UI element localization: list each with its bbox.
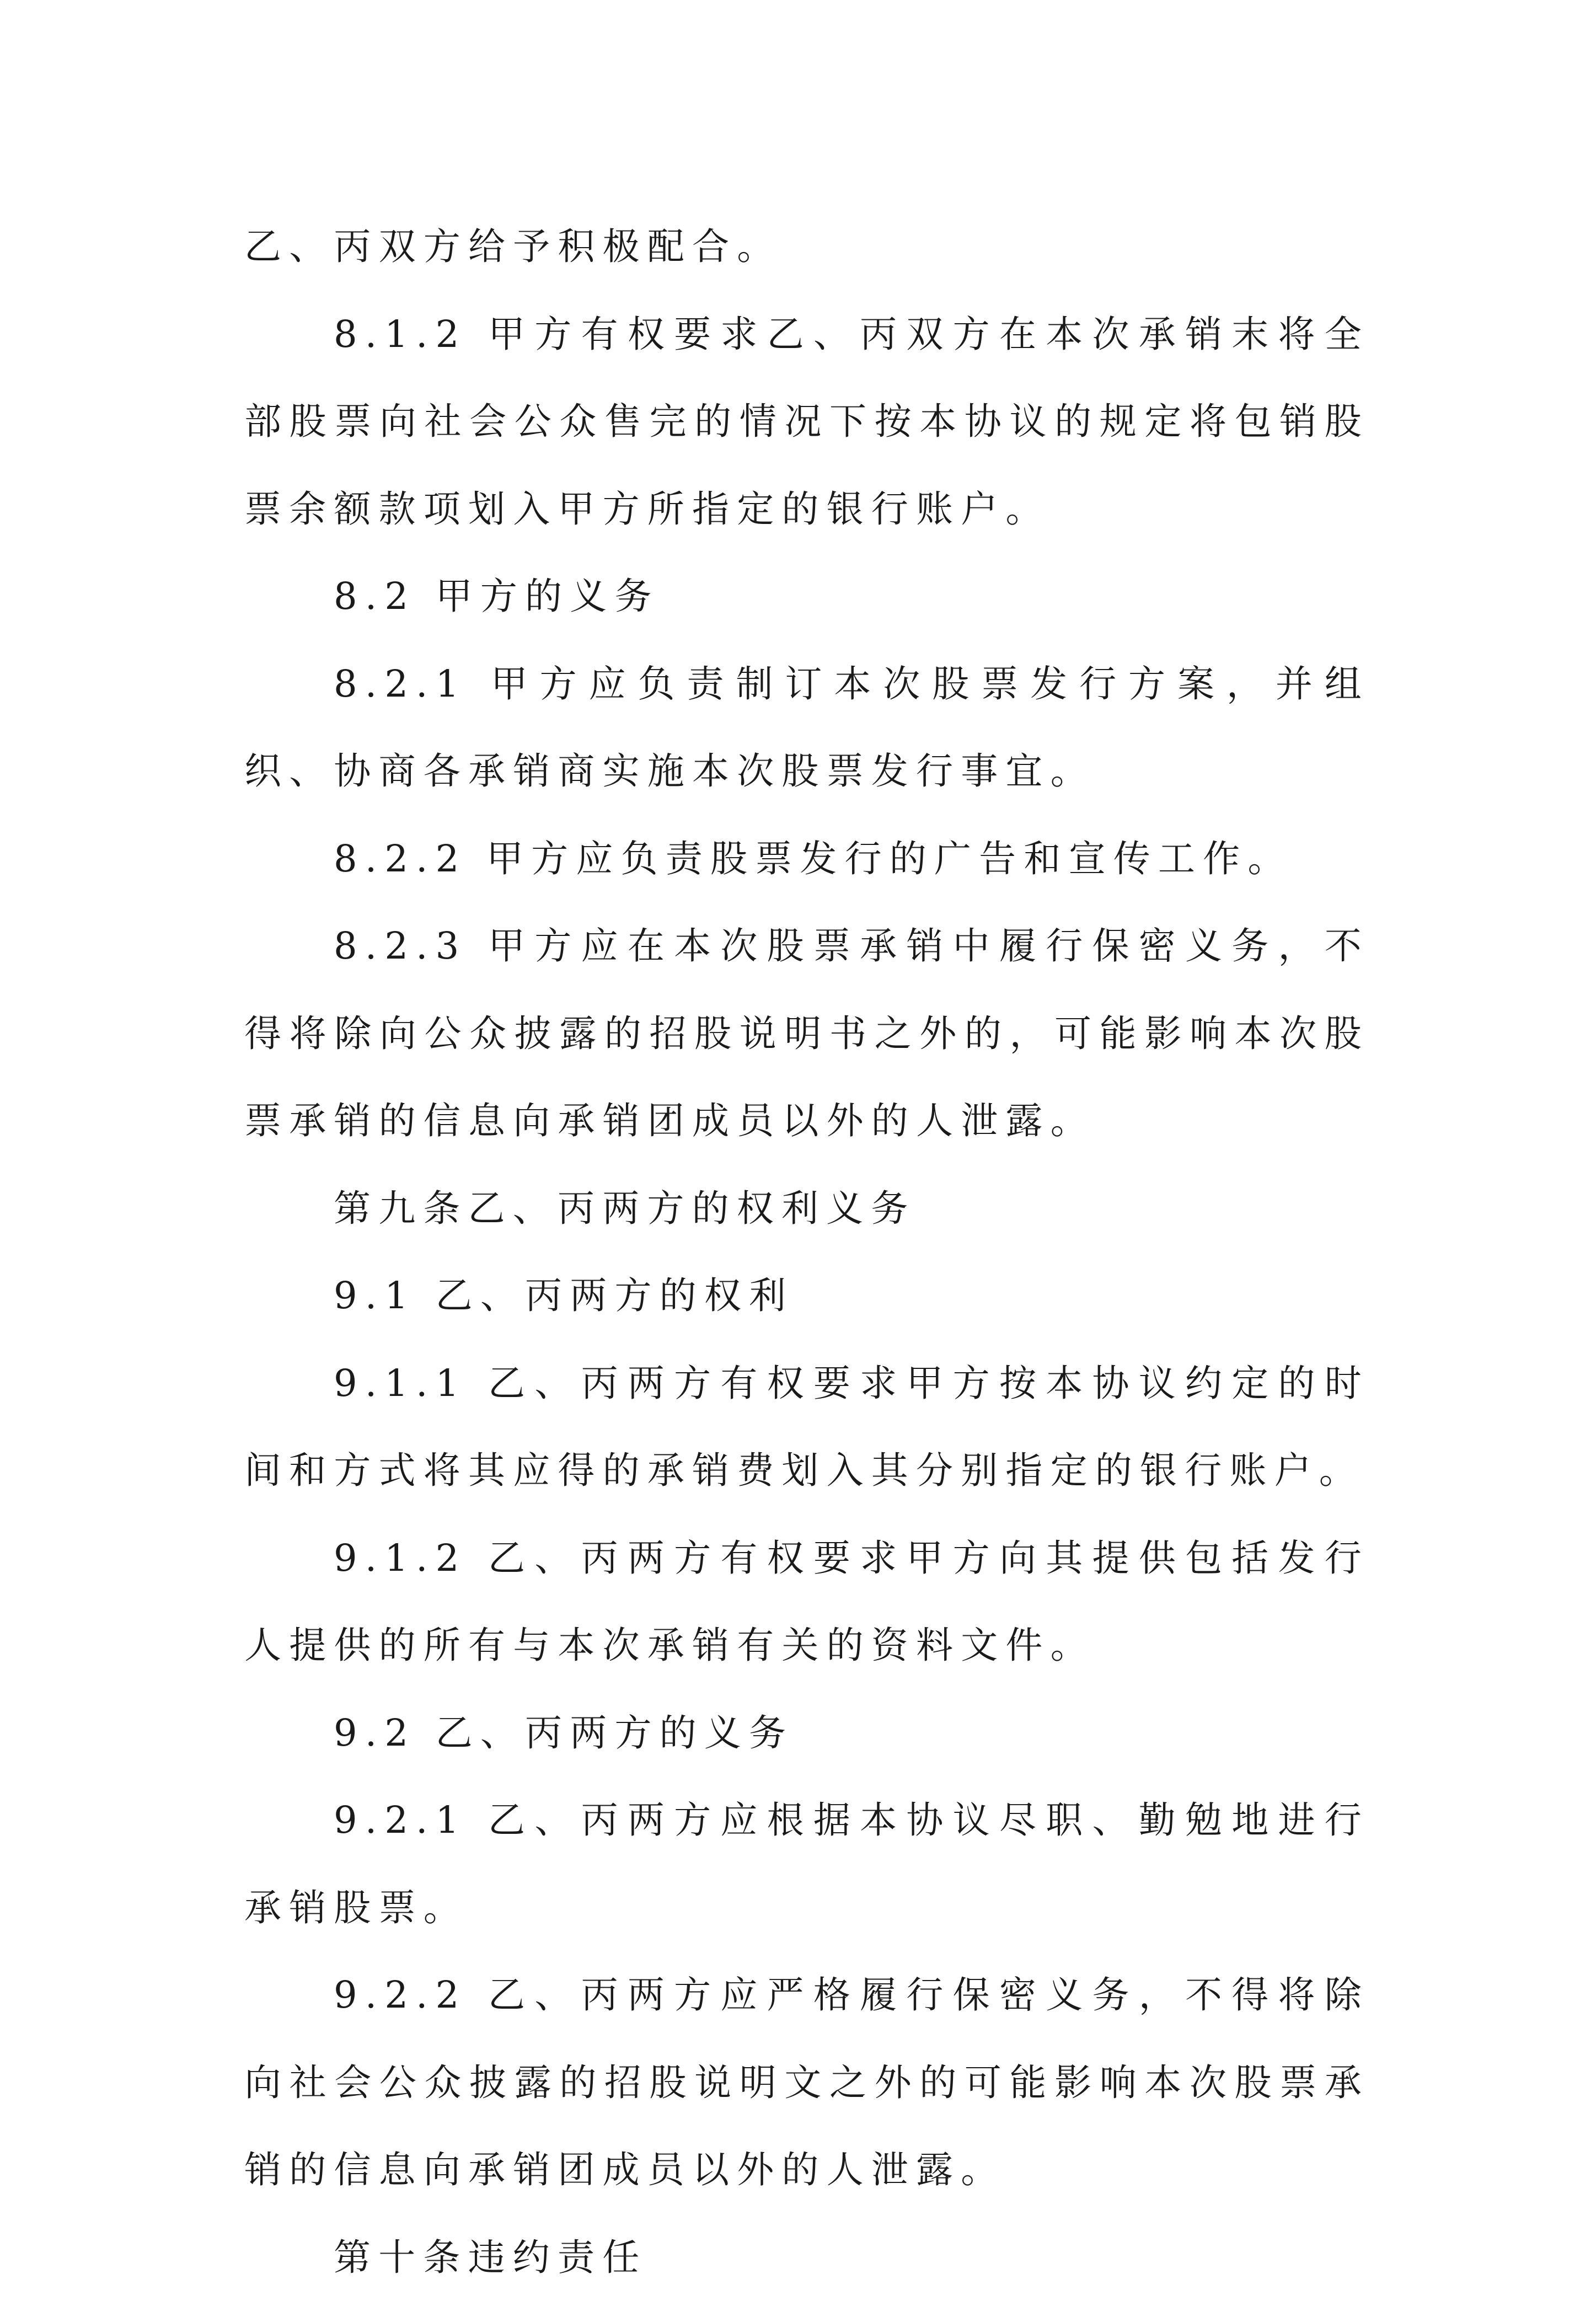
heading-8-2: 8.2 甲方的义务 <box>244 553 1369 640</box>
clause-8-1-2: 8.1.2 甲方有权要求乙、丙双方在本次承销末将全部股票向社会公众售完的情况下按本协议的规定将包销股票余额款项划入甲方所指定的银行账户。 <box>244 291 1369 553</box>
heading-9-1: 9.1 乙、丙两方的权利 <box>244 1252 1369 1340</box>
article-9-heading: 第九条乙、丙两方的权利义务 <box>244 1165 1369 1253</box>
paragraph-continuation: 乙、丙双方给予积极配合。 <box>244 203 1369 291</box>
heading-9-2: 9.2 乙、丙两方的义务 <box>244 1689 1369 1777</box>
clause-9-2-2: 9.2.2 乙、丙两方应严格履行保密义务，不得将除向社会公众披露的招股说明文之外的可能影响本次股票承销的信息向承销团成员以外的人泄露。 <box>244 1951 1369 2214</box>
clause-9-1-1: 9.1.1 乙、丙两方有权要求甲方按本协议约定的时间和方式将其应得的承销费划入其分别指定的银行账户。 <box>244 1340 1369 1515</box>
clause-8-2-2: 8.2.2 甲方应负责股票发行的广告和宣传工作。 <box>244 815 1369 903</box>
clause-9-1-2: 9.1.2 乙、丙两方有权要求甲方向其提供包括发行人提供的所有与本次承销有关的资料文件。 <box>244 1515 1369 1689</box>
clause-8-2-1: 8.2.1 甲方应负责制订本次股票发行方案，并组织、协商各承销商实施本次股票发行事宜。 <box>244 640 1369 815</box>
clause-8-2-3: 8.2.3 甲方应在本次股票承销中履行保密义务，不得将除向公众披露的招股说明书之外的，可能影响本次股票承销的信息向承销团成员以外的人泄露。 <box>244 902 1369 1165</box>
article-10-heading: 第十条违约责任 <box>244 2214 1369 2301</box>
clause-9-2-1: 9.2.1 乙、丙两方应根据本协议尽职、勤勉地进行承销股票。 <box>244 1776 1369 1951</box>
document-body <box>244 203 1369 2301</box>
